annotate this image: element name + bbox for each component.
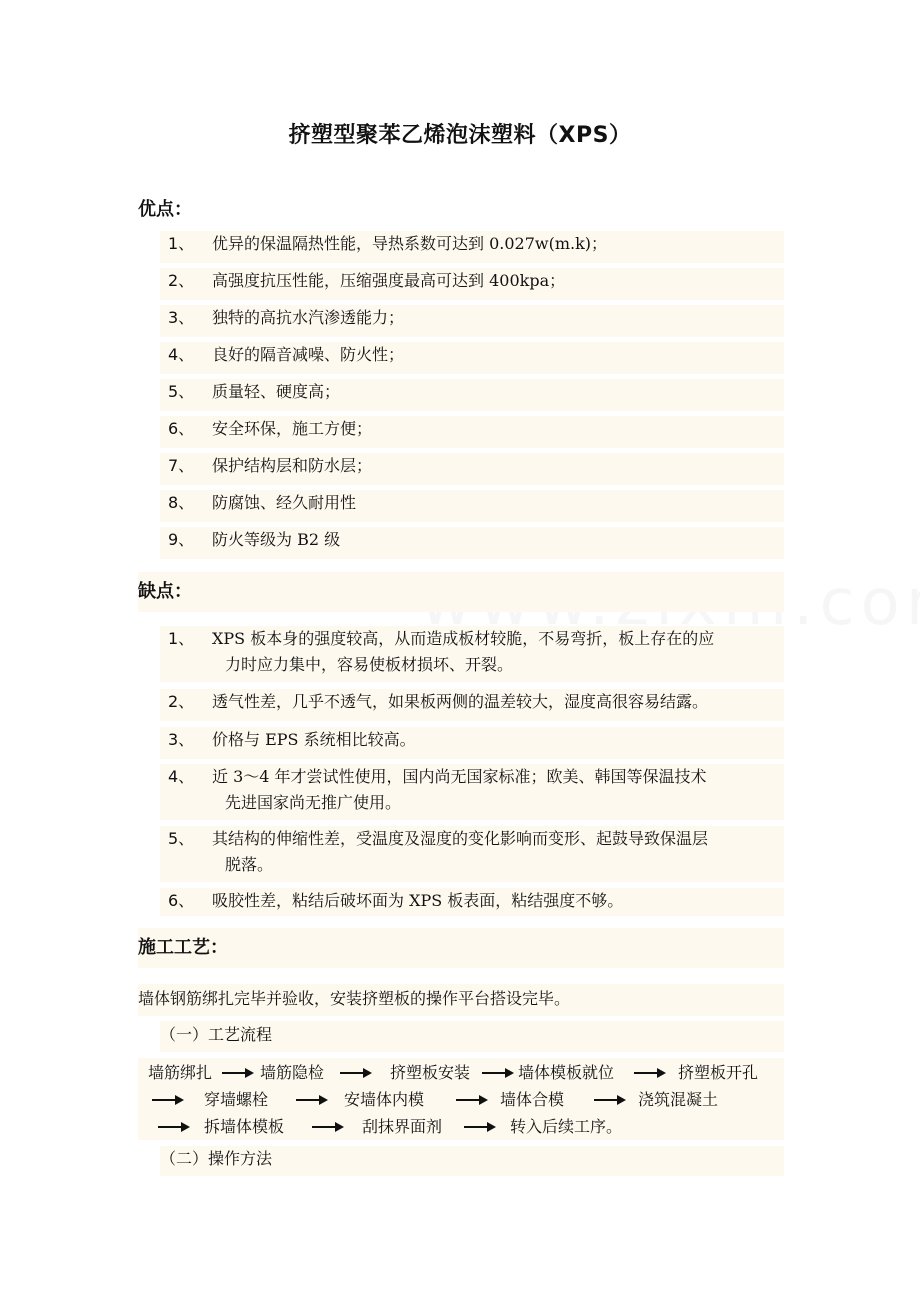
item-text: 良好的隔音减噪、防火性； <box>212 345 405 364</box>
item-text-line: XPS 板本身的强度较高，从而造成板材较脆，不易弯折，板上存在的应 <box>212 629 715 648</box>
item-text: 质量轻、硬度高； <box>212 382 341 401</box>
item-number: 5、 <box>168 382 195 401</box>
item-text: 防火等级为 B2 级 <box>212 530 341 549</box>
arrow-right-icon <box>296 1095 328 1105</box>
list-item <box>160 689 784 721</box>
arrow-right-icon <box>152 1095 184 1105</box>
flow-step: 安墙体内模 <box>344 1090 425 1109</box>
advantages-heading: 优点： <box>138 199 192 220</box>
item-number: 1、 <box>168 234 195 253</box>
item-text-line: 近 3～4 年才尝试性使用，国内尚无国家标准；欧美、韩国等保温技术 <box>212 767 707 786</box>
flow-step: 拆墙体模板 <box>204 1117 285 1136</box>
process-flow <box>138 1058 784 1140</box>
item-text-continuation: 力时应力集中，容易使板材损坏、开裂。 <box>225 655 514 674</box>
item-text: 高强度抗压性能，压缩强度最高可达到 400kpa； <box>212 271 566 290</box>
item-number: 7、 <box>168 456 195 475</box>
arrow-right-icon <box>594 1095 626 1105</box>
arrow-right-icon <box>456 1095 488 1105</box>
arrow-right-icon <box>482 1068 514 1078</box>
arrow-right-icon <box>340 1068 372 1078</box>
disadvantages-heading: 缺点： <box>138 572 784 612</box>
item-number: 6、 <box>168 891 195 910</box>
list-item <box>160 268 784 300</box>
item-text <box>212 626 784 678</box>
list-item <box>160 527 784 559</box>
flow-step: 挤塑板安装 <box>390 1063 471 1082</box>
item-number: 6、 <box>168 419 195 438</box>
flow-step: 墙筋绑扎 <box>148 1063 213 1082</box>
construction-heading: 施工工艺： <box>138 928 784 968</box>
flow-step: 挤塑板开孔 <box>678 1063 759 1082</box>
item-text: 防腐蚀、经久耐用性 <box>212 493 357 512</box>
item-number: 8、 <box>168 493 195 512</box>
item-number: 2、 <box>168 692 195 711</box>
item-text: 透气性差，几乎不透气，如果板两侧的温差较大，湿度高很容易结露。 <box>212 692 709 711</box>
list-item <box>160 305 784 337</box>
list-item <box>160 727 784 759</box>
list-item <box>160 342 784 374</box>
list-item <box>160 453 784 485</box>
item-number: 9、 <box>168 530 195 549</box>
arrow-right-icon <box>158 1122 190 1132</box>
arrow-right-icon <box>222 1068 254 1078</box>
item-text <box>212 764 784 816</box>
flow-step: 墙筋隐检 <box>260 1063 325 1082</box>
list-item <box>160 490 784 522</box>
arrow-right-icon <box>464 1122 496 1132</box>
flow-step: 穿墙螺栓 <box>204 1090 269 1109</box>
item-number: 2、 <box>168 271 195 290</box>
construction-intro: 墙体钢筋绑扎完毕并验收，安装挤塑板的操作平台搭设完毕。 <box>138 984 784 1016</box>
item-text: 优异的保温隔热性能，导热系数可达到 0.027w(m.k)； <box>212 234 608 253</box>
flow-step: 转入后续工序。 <box>510 1117 623 1136</box>
item-text: 独特的高抗水汽渗透能力； <box>212 308 405 327</box>
item-text <box>212 826 784 878</box>
list-item <box>160 826 784 882</box>
item-number: 1、 <box>168 629 195 648</box>
flow-step: 浇筑混凝土 <box>638 1090 719 1109</box>
section-title-method: （二）操作方法 <box>160 1146 784 1176</box>
list-item <box>160 416 784 448</box>
item-text: 安全环保，施工方便； <box>212 419 373 438</box>
item-number: 3、 <box>168 308 195 327</box>
item-text: 价格与 EPS 系统相比较高。 <box>212 730 416 749</box>
item-number: 4、 <box>168 767 195 786</box>
list-item <box>160 764 784 820</box>
item-number: 5、 <box>168 829 195 848</box>
list-item <box>160 231 784 263</box>
flow-step: 墙体合模 <box>500 1090 565 1109</box>
list-item <box>160 888 784 916</box>
item-text-line: 其结构的伸缩性差，受温度及湿度的变化影响而变形、起鼓导致保温层 <box>212 829 709 848</box>
section-title-process: （一）工艺流程 <box>160 1021 784 1052</box>
list-item <box>160 379 784 411</box>
flow-step: 墙体模板就位 <box>518 1063 615 1082</box>
item-number: 4、 <box>168 345 195 364</box>
arrow-right-icon <box>312 1122 344 1132</box>
arrow-right-icon <box>634 1068 666 1078</box>
list-item <box>160 626 784 682</box>
item-number: 3、 <box>168 730 195 749</box>
item-text: 保护结构层和防水层； <box>212 456 373 475</box>
item-text: 吸胶性差，粘结后破坏面为 XPS 板表面，粘结强度不够。 <box>212 891 624 910</box>
item-text-continuation: 先进国家尚无推广使用。 <box>225 793 402 812</box>
flow-step: 刮抹界面剂 <box>362 1117 443 1136</box>
item-text-continuation: 脱落。 <box>225 855 274 874</box>
document-title: 挤塑型聚苯乙烯泡沫塑料（XPS） <box>288 123 632 148</box>
